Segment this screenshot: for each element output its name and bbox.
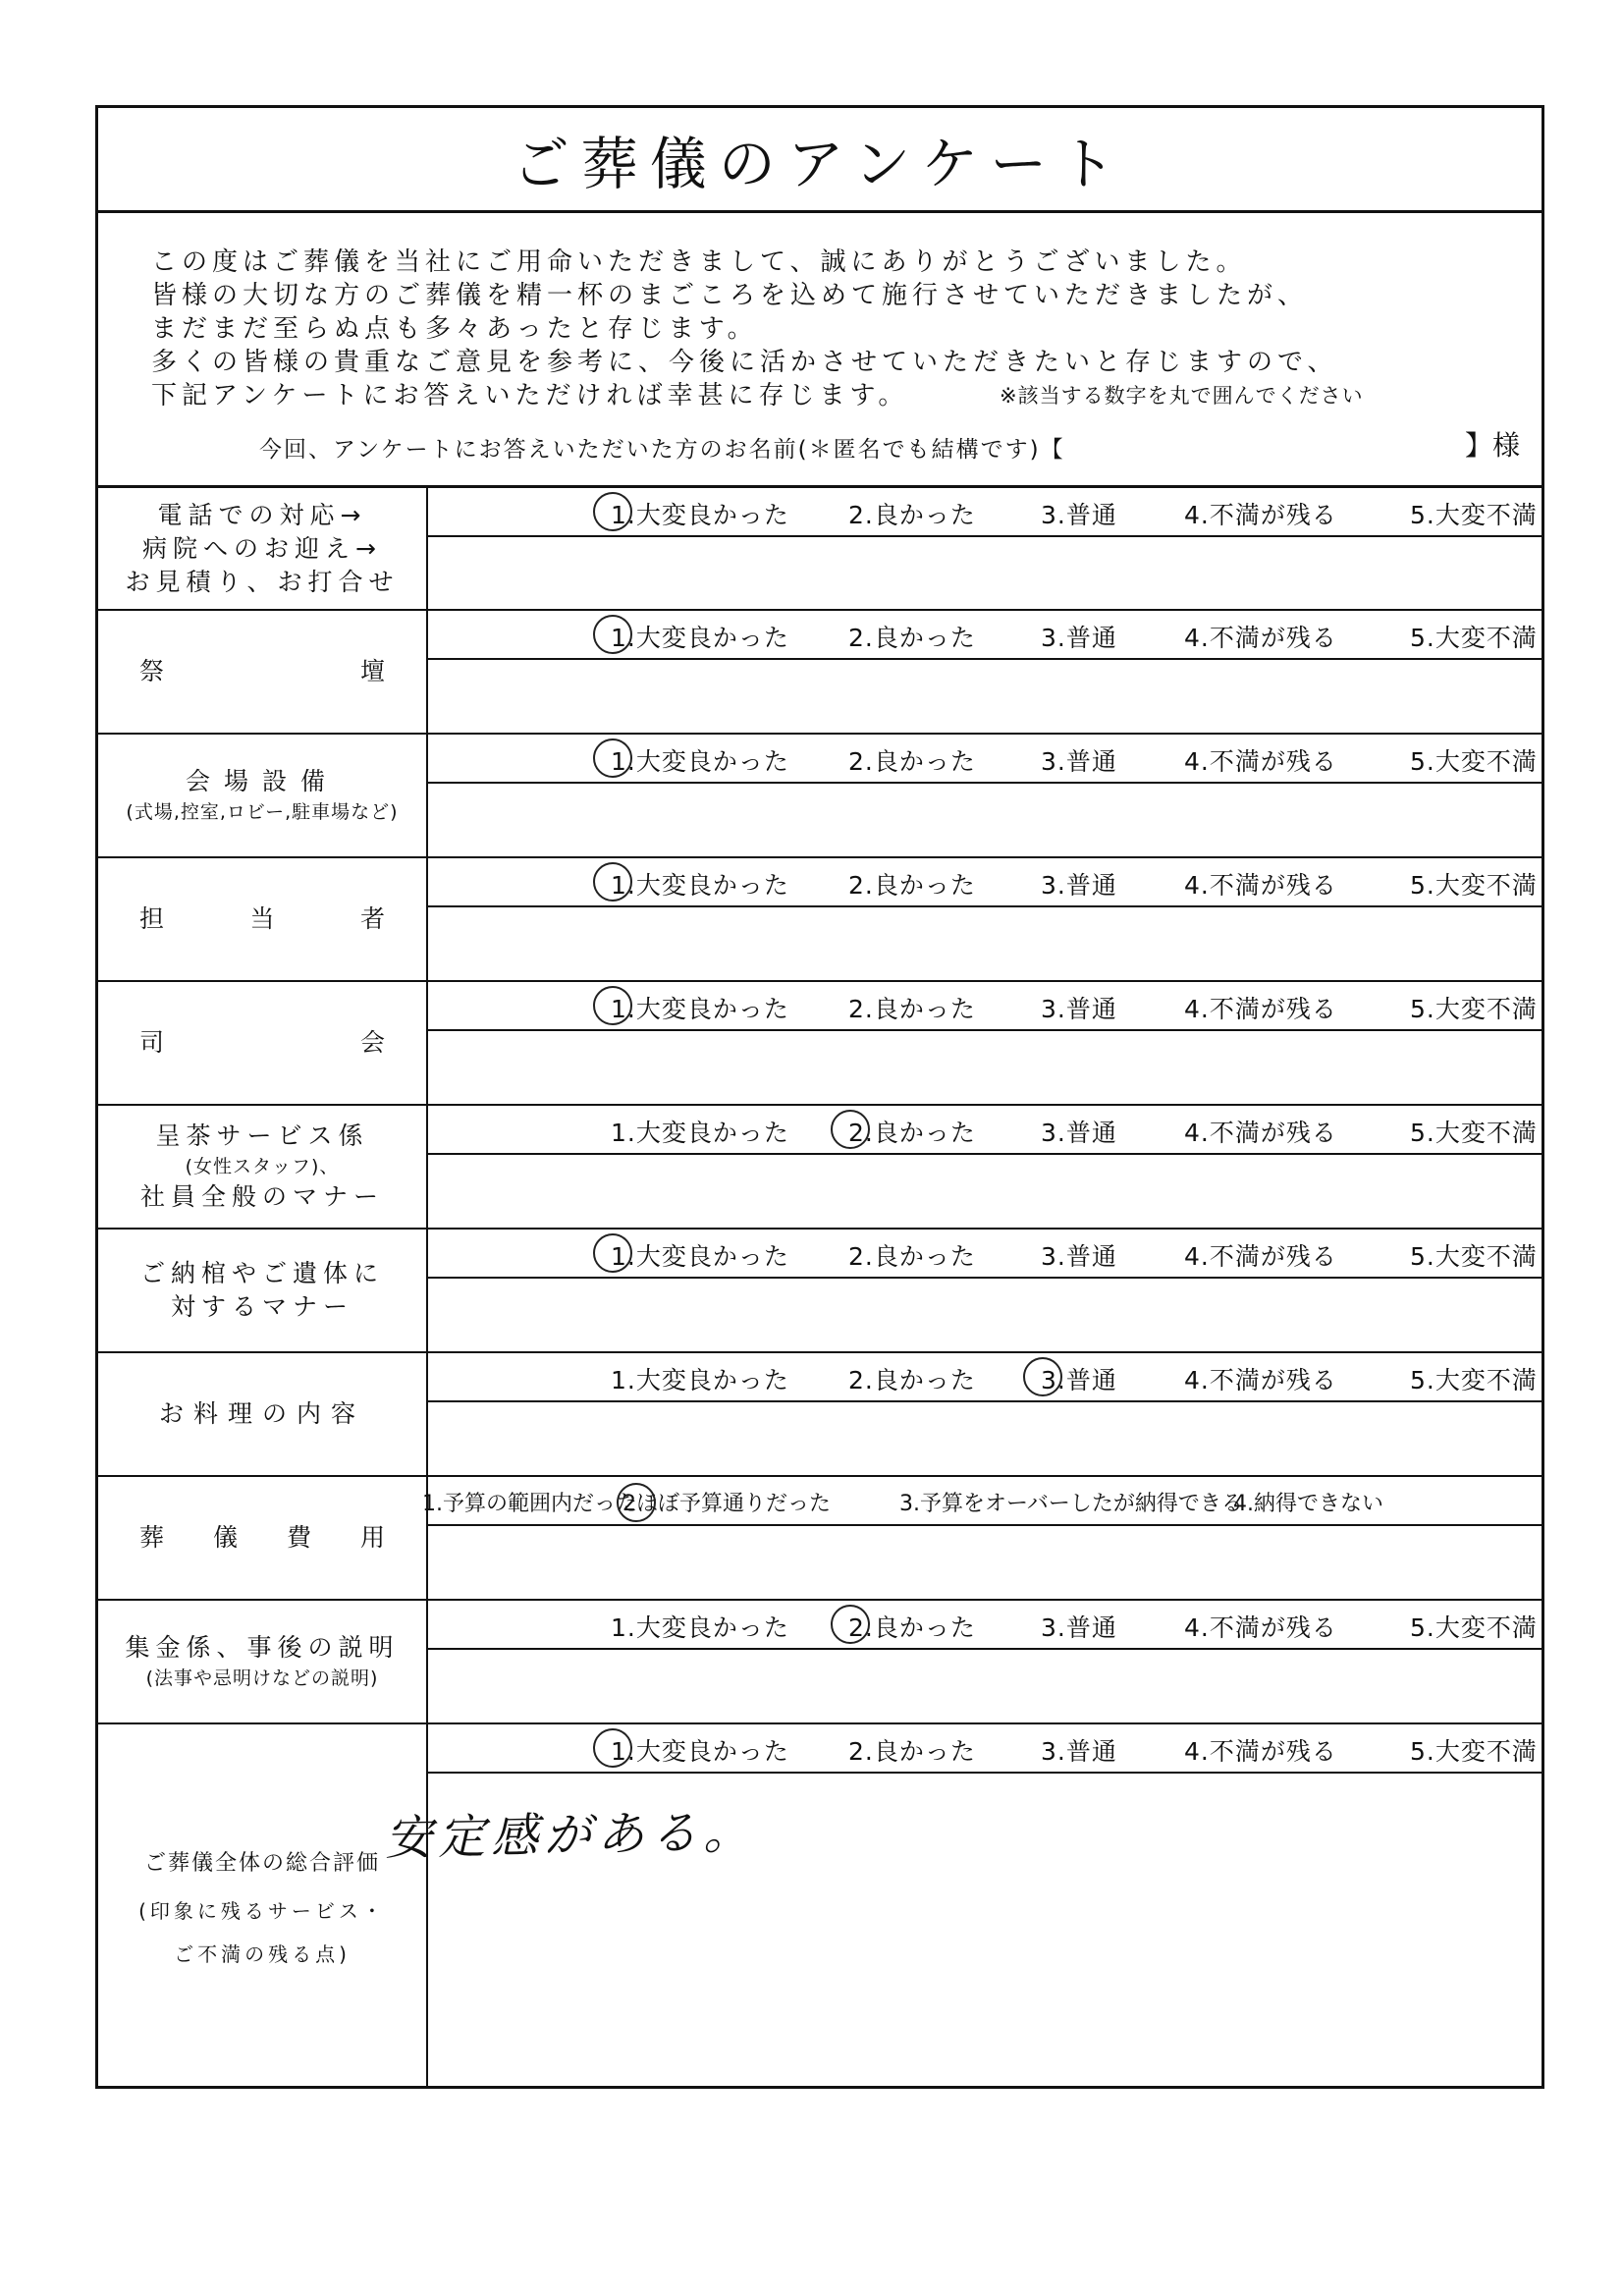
rating-option-1[interactable]: 1.大変良かった (611, 995, 789, 1023)
page-title: ご葬儀のアンケート (512, 131, 1128, 197)
question-row-venue (98, 735, 1542, 858)
rating-option-1[interactable]: 1.大変良かった (611, 1366, 789, 1394)
label-line: お料理の内容 (158, 1399, 365, 1428)
options-line (428, 1242, 1542, 1279)
rating-option-2[interactable]: 2.良かった (848, 747, 976, 776)
rating-option-2[interactable]: 2ほぼ予算通りだった (622, 1492, 831, 1516)
rating-option-5[interactable]: 5.大変不満 (1410, 1737, 1538, 1766)
label-line: 対するマナー (170, 1292, 353, 1321)
question-label (98, 1477, 428, 1599)
rating-option-3[interactable]: 3.普通 (1041, 1613, 1117, 1642)
question-row-cost (98, 1477, 1542, 1601)
question-label (98, 1601, 428, 1722)
rating-option-4[interactable]: 4.不満が残る (1184, 624, 1337, 652)
selection-circle (617, 1483, 656, 1522)
selection-circle (593, 492, 632, 531)
rating-option-2[interactable]: 2.良かった (848, 501, 976, 529)
rating-option-3[interactable]: 3.普通 (1041, 501, 1117, 529)
instruction-note: ※該当する数字を丸で囲んでください (1000, 384, 1364, 408)
label-char: 当 (249, 904, 275, 933)
rating-option-5[interactable]: 5.大変不満 (1410, 501, 1538, 529)
question-row-staff (98, 858, 1542, 982)
options-line (428, 624, 1542, 660)
label-char: 司 (139, 1028, 165, 1057)
intro-line: まだまだ至らぬ点も多々あったと存じます。 (151, 314, 758, 344)
rating-option-4[interactable]: 4.不満が残る (1184, 1366, 1337, 1394)
rating-option-5[interactable]: 5.大変不満 (1410, 1119, 1538, 1147)
rating-option-5[interactable]: 5.大変不満 (1410, 1613, 1538, 1642)
label-line (98, 1026, 426, 1060)
label-line: 呈茶サービス係 (155, 1121, 369, 1150)
rating-option-1[interactable]: 1.大変良かった (611, 501, 789, 529)
question-label (98, 858, 428, 980)
selection-circle (593, 738, 632, 778)
options-line (428, 1613, 1542, 1650)
label-char: 壇 (359, 657, 385, 685)
rating-option-2[interactable]: 2.良かった (848, 624, 976, 652)
rating-option-1[interactable]: 1.予算の範囲内だった (422, 1492, 637, 1516)
rating-option-2[interactable]: 2.良かった (848, 1366, 976, 1394)
label-sub: (式場,控室,ロビー,駐車場など) (126, 801, 399, 823)
name-field-label: 今回、アンケートにお答えいただいた方のお名前(＊匿名でも結構です)【 (259, 437, 1065, 463)
label-char: 用 (359, 1523, 385, 1552)
rating-option-5[interactable]: 5.大変不満 (1410, 747, 1538, 776)
selection-circle (593, 615, 632, 654)
rating-option-1[interactable]: 1.大変良かった (611, 1242, 789, 1271)
rating-option-1[interactable]: 1.大変良かった (611, 1737, 789, 1766)
rating-option-5[interactable]: 5.大変不満 (1410, 995, 1538, 1023)
intro-line: 下記アンケートにお答えいただければ幸甚に存じます。 (151, 381, 909, 410)
selection-circle (831, 1605, 870, 1644)
selection-circle (593, 1728, 632, 1768)
intro-line: 多くの皆様の貴重なご意見を参考に、今後に活かさせていただきたいと存じますので、 (151, 348, 1338, 377)
label-line: 会場設備 (185, 767, 339, 795)
question-row-tea-service (98, 1106, 1542, 1230)
label-line: 集金係、事後の説明 (125, 1633, 400, 1662)
rating-option-1[interactable]: 1.大変良かった (611, 747, 789, 776)
question-label (98, 1353, 428, 1475)
label-line: ご不満の残る点) (174, 1941, 351, 1966)
rating-option-2[interactable]: 2.良かった (848, 871, 976, 900)
rating-option-2[interactable]: 2.良かった (848, 1119, 976, 1147)
rating-option-4[interactable]: 4.不満が残る (1184, 1737, 1337, 1766)
label-char: 儀 (212, 1523, 238, 1552)
rating-option-3[interactable]: 3.普通 (1041, 1737, 1117, 1766)
options-line (428, 995, 1542, 1031)
rating-option-5[interactable]: 5.大変不満 (1410, 1366, 1538, 1394)
handwritten-comment: 安定感がある。 (384, 1804, 757, 1867)
rating-option-4[interactable]: 4.不満が残る (1184, 1242, 1337, 1271)
rating-option-4[interactable]: 4.不満が残る (1184, 871, 1337, 900)
question-row-phone (98, 488, 1542, 611)
rating-option-3[interactable]: 3.普通 (1041, 624, 1117, 652)
question-row-overall (98, 1724, 1542, 2089)
rating-option-2[interactable]: 2.良かった (848, 1613, 976, 1642)
rating-option-4[interactable]: 4.不満が残る (1184, 995, 1337, 1023)
intro-line: 皆様の大切な方のご葬儀を精一杯のまごころを込めて施行させていただきましたが、 (151, 281, 1309, 310)
rating-option-3[interactable]: 3.普通 (1041, 995, 1117, 1023)
label-line (98, 902, 426, 936)
rating-option-4[interactable]: 4.不満が残る (1184, 747, 1337, 776)
label-char: 祭 (139, 657, 165, 685)
options-line (428, 1119, 1542, 1155)
intro-line: この度はご葬儀を当社にご用命いただきまして、誠にありがとうございました。 (151, 247, 1247, 277)
question-label (98, 488, 428, 609)
rating-option-4[interactable]: 4.納得できない (1233, 1492, 1383, 1516)
rating-option-2[interactable]: 2.良かった (848, 995, 976, 1023)
selection-circle (593, 862, 632, 902)
label-sub: (法事や忌明けなどの説明) (145, 1667, 379, 1689)
rating-option-2[interactable]: 2.良かった (848, 1242, 976, 1271)
label-char: 会 (359, 1028, 385, 1057)
rating-option-1[interactable]: 1.大変良かった (611, 624, 789, 652)
rating-option-1[interactable]: 1.大変良かった (611, 1613, 789, 1642)
rating-option-4[interactable]: 4.不満が残る (1184, 501, 1337, 529)
question-label (98, 982, 428, 1104)
intro-section (98, 210, 1542, 488)
options-line (428, 1737, 1542, 1774)
rating-option-3[interactable]: 3.普通 (1041, 747, 1117, 776)
question-row-mc (98, 982, 1542, 1106)
rating-option-2[interactable]: 2.良かった (848, 1737, 976, 1766)
question-row-food (98, 1353, 1542, 1477)
rating-option-4[interactable]: 4.不満が残る (1184, 1119, 1337, 1147)
rating-option-4[interactable]: 4.不満が残る (1184, 1613, 1337, 1642)
label-char: 費 (286, 1523, 311, 1552)
question-label (98, 1106, 428, 1228)
rating-option-3[interactable]: 3.普通 (1041, 871, 1117, 900)
question-label (98, 611, 428, 733)
label-line (98, 1521, 426, 1555)
label-line: (印象に残るサービス・ (138, 1898, 386, 1923)
label-line (98, 655, 426, 688)
selection-circle (593, 1233, 632, 1273)
rating-option-1[interactable]: 1.大変良かった (611, 1119, 789, 1147)
selection-circle (831, 1110, 870, 1149)
name-field-close: 】様 (1464, 429, 1520, 462)
selection-circle (593, 986, 632, 1025)
selection-circle (1023, 1357, 1062, 1396)
survey-sheet (95, 105, 1544, 2089)
label-line: お見積り、お打合せ (125, 567, 400, 596)
options-line (428, 1366, 1542, 1402)
label-char: 者 (359, 904, 385, 933)
label-char: 葬 (139, 1523, 165, 1552)
rating-option-5[interactable]: 5.大変不満 (1410, 871, 1538, 900)
options-line (428, 871, 1542, 907)
question-label (98, 735, 428, 856)
rating-option-1[interactable]: 1.大変良かった (611, 871, 789, 900)
question-row-altar (98, 611, 1542, 735)
label-line: (女性スタッフ)、 (185, 1156, 340, 1177)
options-line (428, 501, 1542, 537)
rating-option-5[interactable]: 5.大変不満 (1410, 1242, 1538, 1271)
question-row-encoffining (98, 1230, 1542, 1353)
label-line: 社員全般のマナー (139, 1182, 384, 1211)
title-row (98, 108, 1542, 213)
options-line (428, 747, 1542, 784)
label-line: ご葬儀全体の総合評価 (143, 1850, 380, 1876)
question-row-payment (98, 1601, 1542, 1724)
rating-option-3[interactable]: 3.普通 (1041, 1366, 1117, 1394)
label-line: ご納棺やご遺体に (139, 1259, 384, 1287)
label-line: 病院へのお迎え→ (142, 533, 382, 563)
rating-option-5[interactable]: 5.大変不満 (1410, 624, 1538, 652)
rating-option-3[interactable]: 3.予算をオーバーしたが納得できる (899, 1492, 1243, 1516)
options-line (422, 1492, 1542, 1526)
rating-option-3[interactable]: 3.普通 (1041, 1119, 1117, 1147)
question-label (98, 1230, 428, 1351)
rating-option-3[interactable]: 3.普通 (1041, 1242, 1117, 1271)
label-line: 電話での対応→ (157, 500, 367, 529)
question-label (98, 1724, 428, 2089)
label-char: 担 (139, 904, 165, 933)
